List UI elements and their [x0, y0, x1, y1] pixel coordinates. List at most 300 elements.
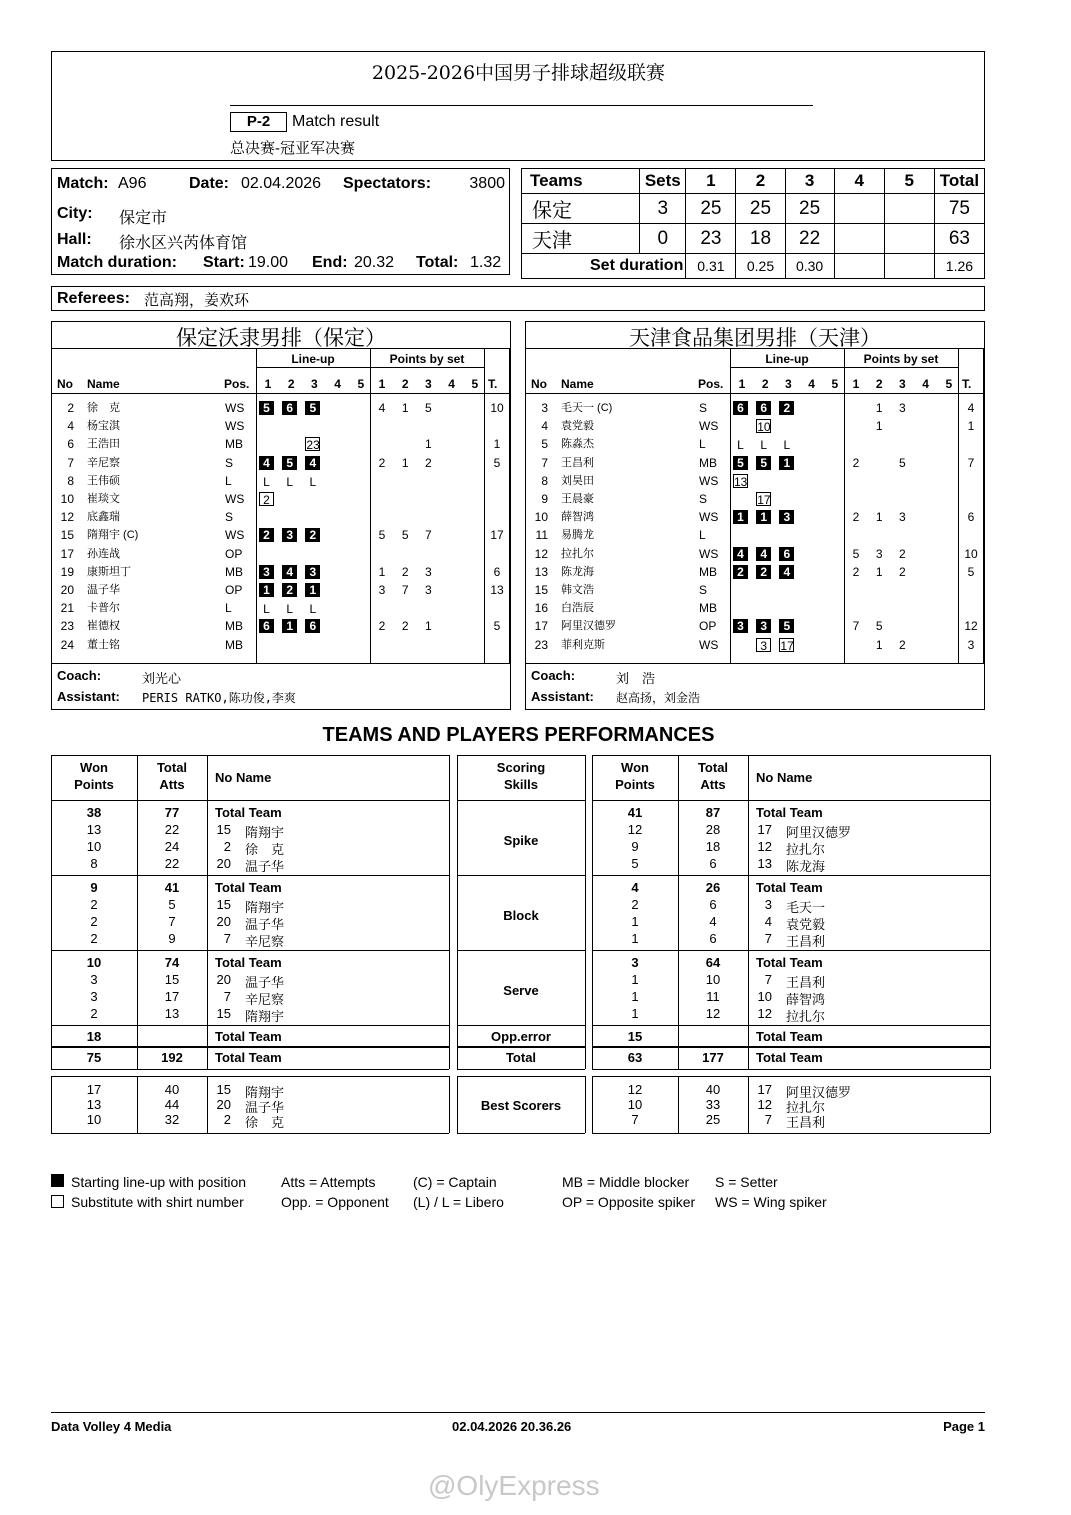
starting-position-box: 1: [779, 456, 794, 470]
player-position: L: [699, 437, 706, 452]
player-position: WS: [225, 528, 245, 543]
player-row: [526, 508, 984, 526]
legend-op: OP = Opposite spiker: [562, 1194, 696, 1210]
player-name: 辛尼察: [87, 456, 120, 469]
total-team-label: Total Team: [215, 1029, 282, 1044]
skill-name: Spike: [503, 833, 539, 848]
spectators-label: Spectators:: [343, 175, 432, 192]
set-points: 4: [378, 401, 386, 415]
home-total: 75: [934, 194, 984, 224]
player-position: WS: [699, 637, 719, 652]
table-rule: [592, 755, 990, 756]
end-value: 20.32: [354, 254, 395, 271]
table-rule: [51, 875, 449, 876]
starting-position-box: 3: [779, 510, 794, 524]
player-atts: 22: [164, 822, 180, 837]
points-header: Points: [615, 777, 655, 792]
player-row: [52, 399, 510, 417]
match-phase: 总决赛-冠亚军决赛: [230, 140, 355, 157]
substitute-box: 10: [757, 420, 771, 435]
set-points: 5: [425, 401, 432, 415]
atts-header: Atts: [159, 777, 185, 792]
substitute-box: 17: [780, 638, 794, 653]
total-team-label: Total Team: [756, 1029, 823, 1044]
set-points: 5: [875, 619, 883, 634]
player-won-points: 3: [90, 972, 98, 987]
set2-header: 2: [736, 169, 785, 194]
home-set2: 25: [736, 194, 785, 224]
player-row: [52, 563, 510, 581]
player-number: 16: [534, 601, 548, 616]
skills-header: Skills: [504, 777, 538, 792]
set3-header: 3: [785, 169, 834, 194]
player-number: 20: [60, 583, 74, 597]
player-position: S: [699, 401, 708, 415]
won-points-total: 38: [86, 805, 102, 820]
substitute-box: 23: [306, 438, 320, 453]
player-name: 杨宝淇: [87, 420, 120, 433]
player-row: [526, 399, 984, 417]
player-name: 刘昊田: [561, 474, 594, 487]
best-scorer-name: 阿里汉德罗: [786, 1085, 852, 1100]
table-divider: [449, 1076, 450, 1133]
player-number: 4: [67, 419, 74, 434]
player-position: WS: [699, 419, 719, 434]
player-won-points: 1: [631, 989, 639, 1004]
player-name: 康斯坦丁: [87, 565, 131, 578]
best-scorer-atts: 33: [705, 1097, 721, 1112]
table-rule: [51, 1069, 449, 1070]
player-position: OP: [699, 619, 717, 634]
header-box: [51, 51, 985, 161]
best-scorer-number: 2: [223, 1112, 231, 1127]
table-rule: [457, 875, 585, 876]
footer-page: Page 1: [943, 1419, 985, 1434]
player-name: 卡普尔: [87, 602, 120, 615]
starting-position-box: 2: [282, 583, 297, 597]
total-label: Total:: [416, 254, 459, 271]
no-header: No: [57, 377, 73, 391]
player-won-points: 13: [86, 822, 102, 837]
player-number: 3: [764, 897, 772, 912]
best-scorer-points: 7: [631, 1112, 639, 1127]
set-points: 1: [875, 510, 883, 525]
player-number: 5: [541, 437, 548, 452]
home-roster-panel: [51, 321, 511, 710]
table-rule: [457, 800, 585, 801]
footer-software: Data Volley 4 Media: [51, 1419, 172, 1434]
best-scorer-atts: 40: [164, 1082, 180, 1097]
player-name: 徐 克: [245, 842, 285, 857]
player-row: [526, 599, 984, 617]
best-scorer-atts: 44: [164, 1097, 180, 1112]
starting-position-box: 4: [282, 565, 297, 579]
table-rule: [457, 1069, 585, 1070]
player-name: 拉扎尔: [786, 842, 826, 857]
set-points: 2: [401, 619, 409, 634]
away-total-atts: 177: [702, 1050, 724, 1065]
starting-position-box: 3: [733, 619, 748, 633]
referees-box: [51, 286, 985, 311]
legend-libero: (L) / L = Libero: [413, 1194, 504, 1210]
best-scorer-points: 10: [86, 1112, 102, 1127]
player-row: [526, 472, 984, 490]
assistant-label: Assistant:: [57, 689, 120, 704]
player-name: 隋翔宇: [245, 1009, 285, 1024]
player-name: 底鑫瑞: [87, 511, 120, 524]
player-position: MB: [699, 564, 717, 579]
starting-position-box: 5: [756, 456, 771, 470]
score-table: [521, 168, 985, 279]
lineup-set-header: 2: [287, 377, 295, 391]
best-scorers-label: Best Scorers: [480, 1098, 562, 1113]
player-number: 23: [534, 637, 548, 652]
coach-label: Coach:: [57, 668, 102, 683]
player-number: 8: [541, 473, 548, 488]
player-number: 24: [60, 637, 74, 652]
best-scorer-name: 拉扎尔: [786, 1100, 826, 1115]
total-team-label: Total Team: [756, 1050, 823, 1065]
total-header: Total: [156, 760, 188, 775]
player-atts: 18: [705, 839, 721, 854]
assistant-names: 赵高扬，刘金浩: [616, 691, 701, 705]
starting-position-box: 2: [756, 565, 771, 579]
legend-substitute: Substitute with shirt number: [71, 1194, 244, 1210]
player-name: 隋翔宇 (C): [87, 529, 139, 542]
player-atts: 10: [705, 972, 721, 987]
player-won-points: 1: [631, 931, 639, 946]
player-name: 薛智鸿: [561, 511, 594, 524]
legend-captain: (C) = Captain: [413, 1174, 497, 1190]
player-row: [526, 417, 984, 435]
starting-position-box: 4: [756, 547, 771, 561]
referees-label: Referees:: [57, 290, 130, 307]
player-number: 12: [60, 510, 74, 525]
total-atts: 77: [164, 805, 180, 820]
sets-header: Sets: [640, 169, 686, 194]
player-won-points: 2: [90, 1006, 98, 1021]
home-opp-error: 18: [86, 1029, 102, 1044]
player-row: [52, 508, 510, 526]
legend-atts: Atts = Attempts: [281, 1174, 376, 1190]
home-total-points: 75: [86, 1050, 102, 1065]
player-name: 孙连战: [87, 547, 120, 560]
set-points: 1: [425, 437, 432, 452]
player-position: S: [225, 510, 234, 525]
points-set-header: 2: [875, 377, 883, 391]
set1-duration: 0.31: [686, 254, 736, 279]
player-atts: 13: [164, 1006, 180, 1021]
player-number: 7: [223, 989, 231, 1004]
player-name: 王昌利: [561, 456, 594, 469]
player-atts: 28: [705, 822, 721, 837]
player-name: 温子华: [87, 584, 120, 596]
set-points: 2: [425, 455, 432, 470]
player-atts: 6: [709, 897, 717, 912]
table-rule: [51, 755, 449, 756]
table-rule: [51, 800, 449, 801]
points-set-header: 1: [852, 377, 860, 391]
player-won-points: 3: [90, 989, 98, 1004]
player-atts: 12: [705, 1006, 721, 1021]
player-atts: 5: [168, 897, 176, 912]
player-name: 王昌利: [786, 975, 826, 990]
table-rule: [51, 950, 449, 951]
player-row: [52, 490, 510, 508]
home-total-atts: 192: [161, 1050, 183, 1065]
lineup-set-header: 2: [761, 377, 769, 391]
won-points-total: 4: [631, 880, 639, 895]
table-rule: [592, 950, 990, 951]
player-position: L: [699, 528, 706, 543]
away-total-points: 63: [627, 1050, 643, 1065]
player-position: MB: [699, 601, 717, 616]
spectators-value: 3800: [469, 175, 505, 192]
away-set5: [884, 224, 934, 254]
player-number: 3: [541, 401, 548, 415]
total-points: 6: [493, 564, 501, 579]
coach-label: Coach:: [531, 668, 576, 683]
set-points: 3: [875, 546, 883, 561]
lineup-set-header: 5: [831, 377, 839, 391]
set-points: 3: [378, 583, 386, 597]
table-rule: [457, 1076, 585, 1077]
player-position: MB: [225, 619, 243, 634]
no-header: No: [531, 377, 547, 391]
total-rule: [51, 1046, 449, 1048]
performance-title: TEAMS AND PLAYERS PERFORMANCES: [322, 724, 715, 746]
lineup-set-header: 4: [334, 377, 341, 391]
starting-position-box: 2: [305, 528, 320, 542]
starting-position-box: 1: [733, 510, 748, 524]
best-scorer-number: 17: [757, 1082, 772, 1097]
starting-position-box: 5: [282, 456, 297, 470]
set-points: 5: [378, 528, 386, 543]
player-atts: 6: [709, 856, 717, 871]
points-by-set-header: Points by set: [863, 352, 939, 366]
table-divider: [678, 755, 679, 1069]
won-header: Won: [80, 760, 108, 775]
starting-position-box: 5: [259, 401, 274, 415]
away-opp-error: 15: [627, 1029, 643, 1044]
player-position: S: [699, 583, 708, 597]
header-rule: [230, 105, 813, 106]
table-rule: [457, 755, 585, 756]
player-name: 温子华: [245, 917, 285, 932]
title-rule: [52, 348, 510, 349]
set-points: 1: [875, 564, 883, 579]
player-number: 20: [216, 972, 231, 987]
player-atts: 15: [164, 972, 180, 987]
player-name: 陈龙海: [786, 859, 826, 874]
table-rule: [592, 1069, 990, 1070]
table-divider: [585, 1076, 586, 1133]
starting-position-box: 6: [733, 401, 748, 415]
player-name: 陈龙海: [561, 565, 594, 578]
points-set-header: 2: [401, 377, 409, 391]
set-points: 2: [852, 564, 860, 579]
teams-header: Teams: [522, 169, 640, 194]
table-rule: [592, 875, 990, 876]
libero-mark: L: [309, 602, 317, 617]
starting-position-box: 2: [733, 565, 748, 579]
table-rule: [592, 1133, 990, 1134]
lineup-set-header: 3: [785, 377, 792, 391]
libero-mark: L: [286, 474, 294, 489]
player-row: [52, 599, 510, 617]
player-number: 10: [757, 989, 772, 1004]
player-row: [52, 417, 510, 435]
player-name: 徐 克: [87, 402, 120, 414]
player-position: WS: [225, 492, 245, 506]
total-team-label: Total Team: [215, 805, 282, 820]
won-header: Won: [621, 760, 649, 775]
player-number: 23: [60, 619, 74, 634]
set-points: 2: [852, 455, 860, 470]
total-points: 5: [493, 619, 501, 634]
total-team-label: Total Team: [215, 1050, 282, 1065]
scoring-header: Scoring: [496, 760, 546, 775]
set-points: 3: [425, 564, 432, 579]
total-header: Total: [697, 760, 729, 775]
player-number: 12: [757, 1006, 772, 1021]
player-number: 4: [541, 419, 548, 434]
player-position: L: [225, 601, 232, 616]
player-number: 17: [60, 546, 74, 561]
player-won-points: 5: [631, 856, 639, 871]
hall-value: 徐水区兴芮体育馆: [119, 235, 248, 252]
header-rule: [526, 393, 984, 394]
player-row: [526, 435, 984, 453]
player-name: 袁党毅: [786, 917, 826, 932]
total-team-label: Total Team: [756, 805, 823, 820]
player-name: 王浩田: [87, 438, 120, 451]
doc-code: P-2: [230, 112, 287, 132]
player-position: WS: [699, 473, 719, 488]
best-scorer-atts: 32: [164, 1112, 180, 1127]
player-number: 2: [223, 839, 231, 854]
player-position: MB: [225, 437, 243, 452]
assistant-label: Assistant:: [531, 689, 594, 704]
lineup-set-header: 3: [311, 377, 318, 391]
lineup-set-header: 5: [357, 377, 365, 391]
total-points: 17: [490, 528, 504, 543]
table-divider: [137, 755, 138, 1069]
set5-header: 5: [884, 169, 934, 194]
points-by-set-header: Points by set: [389, 352, 465, 366]
starting-position-box: 4: [733, 547, 748, 561]
table-rule: [592, 1025, 990, 1026]
total-points-header: T.: [962, 377, 972, 391]
player-name: 薛智鸿: [786, 992, 826, 1007]
starting-position-box: 1: [259, 583, 274, 597]
lineup-header: Line-up: [291, 352, 335, 366]
set-points: 3: [899, 401, 906, 415]
set2-duration: 0.25: [736, 254, 785, 279]
starting-position-box: 6: [756, 401, 771, 415]
table-divider: [51, 755, 52, 1069]
legend-setter: S = Setter: [715, 1174, 778, 1190]
total-team-label: Total Team: [756, 880, 823, 895]
skill-name: Block: [503, 908, 539, 923]
player-position: L: [225, 473, 232, 488]
points-set-header: 5: [945, 377, 953, 391]
player-number: 13: [534, 564, 548, 579]
player-name: 白浩辰: [561, 602, 594, 615]
away-set2: 18: [736, 224, 785, 254]
player-atts: 6: [709, 931, 717, 946]
player-number: 12: [757, 839, 772, 854]
player-position: OP: [225, 546, 243, 561]
team-title: 保定沃隶男排（保定）: [176, 326, 386, 350]
libero-mark: L: [263, 474, 270, 489]
set4-duration: [834, 254, 884, 279]
player-won-points: 10: [86, 839, 102, 854]
player-number: 7: [67, 455, 74, 470]
total-points: 3: [967, 637, 975, 652]
referees-names: 范高翔，姜欢环: [144, 292, 250, 309]
set-points: 2: [852, 510, 860, 525]
total-points: 1: [967, 419, 975, 434]
set-points: 2: [899, 564, 906, 579]
points-set-header: 1: [378, 377, 386, 391]
city-label: City:: [57, 205, 93, 222]
substitute-box: 13: [734, 474, 748, 489]
total-points: 5: [967, 564, 975, 579]
table-rule: [457, 1133, 585, 1134]
table-divider: [592, 755, 593, 1069]
total-duration: 1.26: [934, 254, 984, 279]
set-points: 2: [899, 546, 906, 561]
libero-mark: L: [263, 602, 270, 617]
libero-mark: L: [783, 438, 791, 453]
points-header: Points: [74, 777, 114, 792]
set-points: 2: [899, 637, 906, 652]
starting-position-box: 1: [756, 510, 771, 524]
player-won-points: 2: [90, 931, 98, 946]
player-number: 20: [216, 914, 231, 929]
home-set3: 25: [785, 194, 834, 224]
total-rule: [457, 1046, 585, 1048]
player-atts: 22: [164, 856, 180, 871]
legend-opp: Opp. = Opponent: [281, 1194, 389, 1210]
player-name: 陈淼杰: [561, 438, 594, 451]
player-number: 21: [60, 601, 74, 616]
opp-error-label: Opp.error: [491, 1029, 551, 1044]
set-points: 2: [401, 564, 409, 579]
starting-position-box: 6: [259, 619, 274, 633]
won-points-total: 10: [86, 955, 102, 970]
no-name-header: No Name: [215, 770, 272, 785]
best-scorer-points: 10: [627, 1097, 643, 1112]
starting-position-box: 5: [305, 401, 320, 415]
total-atts: 87: [705, 805, 721, 820]
player-position: MB: [699, 455, 717, 470]
league-title: 2025-2026中国男子排球超级联赛: [371, 62, 666, 84]
start-value: 19.00: [248, 254, 289, 271]
set4-header: 4: [834, 169, 884, 194]
libero-mark: L: [760, 438, 768, 453]
starting-position-box: 5: [733, 456, 748, 470]
player-number: 4: [764, 914, 772, 929]
player-number: 12: [534, 546, 548, 561]
player-number: 19: [60, 564, 74, 579]
total-team-label: Total Team: [215, 880, 282, 895]
away-roster-panel: [525, 321, 985, 710]
starting-lineup-swatch: [51, 1174, 64, 1187]
set-points: 2: [378, 455, 386, 470]
home-team-name: 保定: [522, 194, 640, 224]
